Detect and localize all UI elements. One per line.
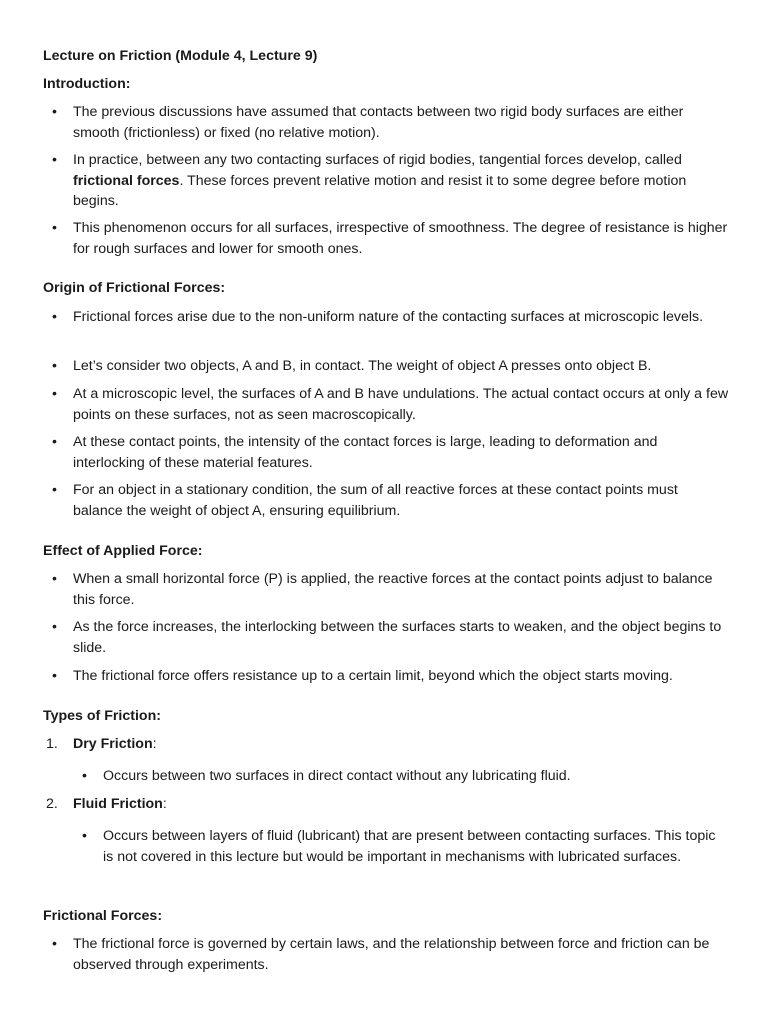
list-item xyxy=(52,356,729,377)
list-item-text: For an object in a stationary condition, the sum of all reactive forces at these contact points must balance the weight of object A, ensuring equilibrium. xyxy=(73,482,678,519)
section-heading-applied-force: Effect of Applied Force: xyxy=(43,543,203,559)
list-item xyxy=(52,480,729,521)
list-item xyxy=(52,150,729,212)
list-item-text: In practice, between any two contacting surfaces of rigid bodies, tangential forces develop, called frictional forces. These forces prevent relative motion and resist it to some degree before motion begins. xyxy=(73,152,687,209)
section-heading-introduction: Introduction: xyxy=(43,76,131,92)
list-item-text: Let’s consider two objects, A and B, in contact. The weight of object A presses onto object B. xyxy=(73,358,652,374)
term-label: Dry Friction xyxy=(73,736,153,752)
bullet-icon: • xyxy=(52,434,57,450)
term-label: Fluid Friction xyxy=(73,796,163,812)
list-item xyxy=(52,569,729,610)
sub-list-item xyxy=(82,766,723,787)
list-item xyxy=(52,384,729,425)
bullet-icon: • xyxy=(52,936,57,952)
numbered-item-dry-friction: 1. Dry Friction: xyxy=(73,734,729,755)
bullet-icon: • xyxy=(82,768,87,784)
list-item xyxy=(52,102,729,143)
list-item-text: As the force increases, the interlocking between the surfaces starts to weaken, and the object begins to slide. xyxy=(73,619,722,656)
section-heading-frictional-forces: Frictional Forces: xyxy=(43,908,163,924)
list-item-text: The frictional force is governed by certain laws, and the relationship between force and friction can be observed through experiments. xyxy=(73,936,710,973)
document-title: Lecture on Friction (Module 4, Lecture 9) xyxy=(43,48,318,64)
list-item xyxy=(52,934,729,975)
list-item xyxy=(52,307,729,328)
list-number: 2. xyxy=(46,796,58,812)
sub-list-item xyxy=(82,826,723,867)
list-item-text: The previous discussions have assumed that contacts between two rigid body surfaces are either smooth (frictionless) or fixed (no relative motion). xyxy=(73,104,684,141)
list-item xyxy=(52,666,729,687)
bullet-icon: • xyxy=(52,309,57,325)
bullet-icon: • xyxy=(52,619,57,635)
bullet-icon: • xyxy=(52,482,57,498)
list-number: 1. xyxy=(46,736,58,752)
list-item-text: At these contact points, the intensity of the contact forces is large, leading to deformation and interlocking of these material features. xyxy=(73,434,658,471)
section-heading-origin: Origin of Frictional Forces: xyxy=(43,280,226,296)
list-item xyxy=(52,432,729,473)
list-item-text: Occurs between layers of fluid (lubricant) that are present between contacting surfaces. This topic is not covered in this lecture but would be important in mechanisms with lubricated surfaces. xyxy=(103,828,716,865)
list-item-text: Frictional forces arise due to the non-uniform nature of the contacting surfaces at microscopic levels. xyxy=(73,309,704,325)
numbered-item-fluid-friction: 2. Fluid Friction: xyxy=(73,794,729,815)
bullet-icon: • xyxy=(52,668,57,684)
list-item xyxy=(52,218,729,259)
bullet-icon: • xyxy=(52,358,57,374)
list-item xyxy=(52,617,729,658)
bullet-icon: • xyxy=(52,104,57,120)
section-heading-types: Types of Friction: xyxy=(43,708,161,724)
list-item-text: At a microscopic level, the surfaces of A and B have undulations. The actual contact occurs at only a few points on these surfaces, not as seen macroscopically. xyxy=(73,386,729,423)
bullet-icon: • xyxy=(52,386,57,402)
bullet-icon: • xyxy=(52,152,57,168)
bullet-icon: • xyxy=(52,220,57,236)
list-item-text: When a small horizontal force (P) is applied, the reactive forces at the contact points adjust to balance this force. xyxy=(73,571,713,608)
bullet-icon: • xyxy=(82,828,87,844)
list-item-text: This phenomenon occurs for all surfaces, irrespective of smoothness. The degree of resistance is higher for rough surfaces and lower for smooth ones. xyxy=(73,220,728,257)
list-item-text: Occurs between two surfaces in direct contact without any lubricating fluid. xyxy=(103,768,571,784)
bullet-icon: • xyxy=(52,571,57,587)
emphasis-frictional-forces: frictional forces xyxy=(73,172,180,189)
list-item-text: The frictional force offers resistance up to a certain limit, beyond which the object starts moving. xyxy=(73,668,673,684)
